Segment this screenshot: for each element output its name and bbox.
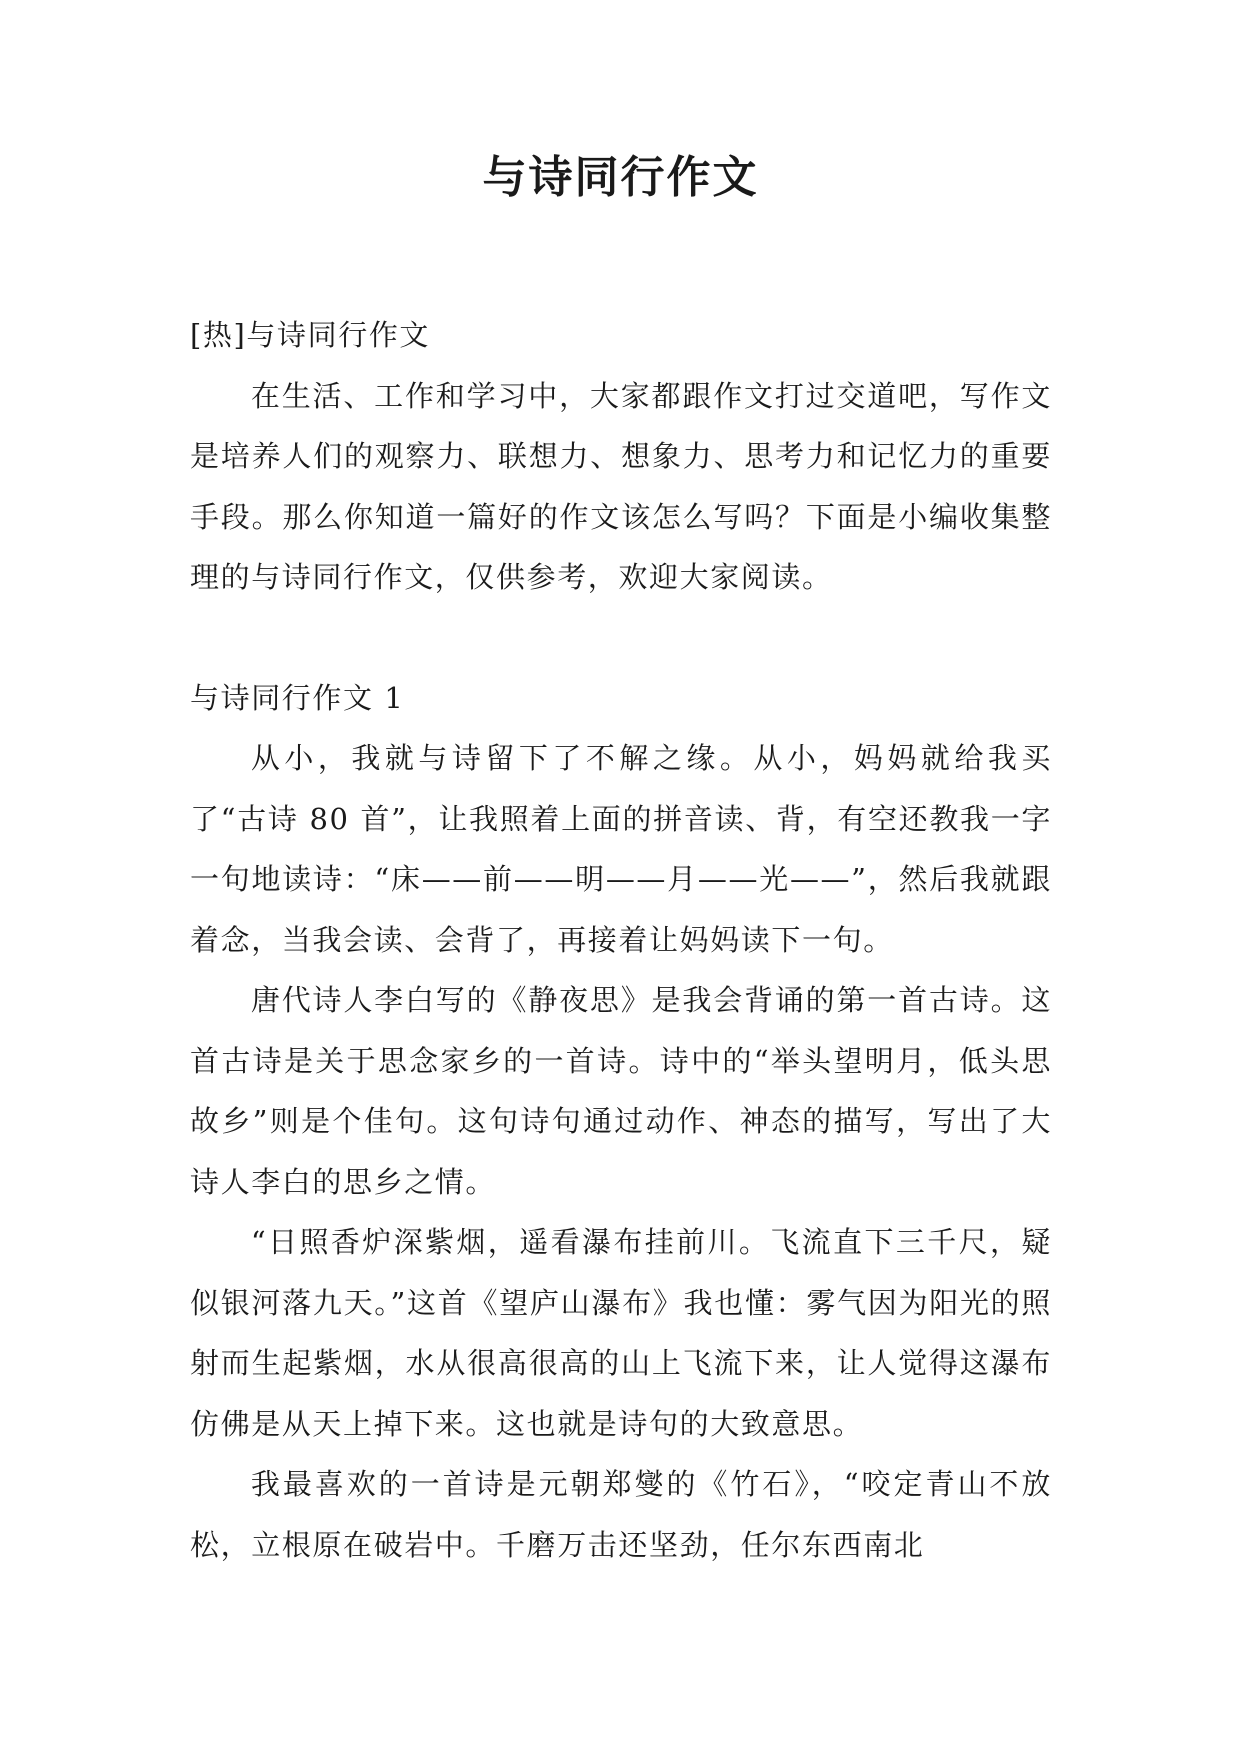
body-paragraph: 我最喜欢的一首诗是元朝郑燮的《竹石》，“咬定青山不放松，立根原在破岩中。千磨万击还坚劲，任尔东西南北 <box>190 1467 1052 1562</box>
body-paragraph: “日照香炉深紫烟，遥看瀑布挂前川。飞流直下三千尺，疑似银河落九天。”这首《望庐山瀑布》我也懂：雾气因为阳光的照射而生起紫烟，水从很高很高的山上飞流下来，让人觉得这瀑布仿佛是从天上掉下来。这也就是诗句的大致意思。 <box>190 1225 1052 1441</box>
spacer <box>190 608 1052 668</box>
document-subtitle: [热]与诗同行作文 <box>190 318 431 352</box>
body-paragraph: 唐代诗人李白写的《静夜思》是我会背诵的第一首古诗。这首古诗是关于思念家乡的一首诗。诗中的“举头望明月，低头思故乡”则是个佳句。这句诗句通过动作、神态的描写，写出了大诗人李白的思乡之情。 <box>190 983 1052 1199</box>
section-heading: 与诗同行作文 1 <box>190 680 405 715</box>
document-body <box>190 305 1052 1575</box>
intro-paragraph: 在生活、工作和学习中，大家都跟作文打过交道吧，写作文是培养人们的观察力、联想力、想象力、思考力和记忆力的重要手段。那么你知道一篇好的作文该怎么写吗？下面是小编收集整理的与诗同行作文，仅供参考，欢迎大家阅读。 <box>190 378 1052 594</box>
document-title: 与诗同行作文 <box>482 152 759 203</box>
body-paragraph: 从小，我就与诗留下了不解之缘。从小，妈妈就给我买了“古诗 80 首”，让我照着上面的拼音读、背，有空还教我一字一句地读诗：“床——前——明——月——光——”，然后我就跟着念，当我会读、会背了，再接着让妈妈读下一句。 <box>190 741 1052 957</box>
